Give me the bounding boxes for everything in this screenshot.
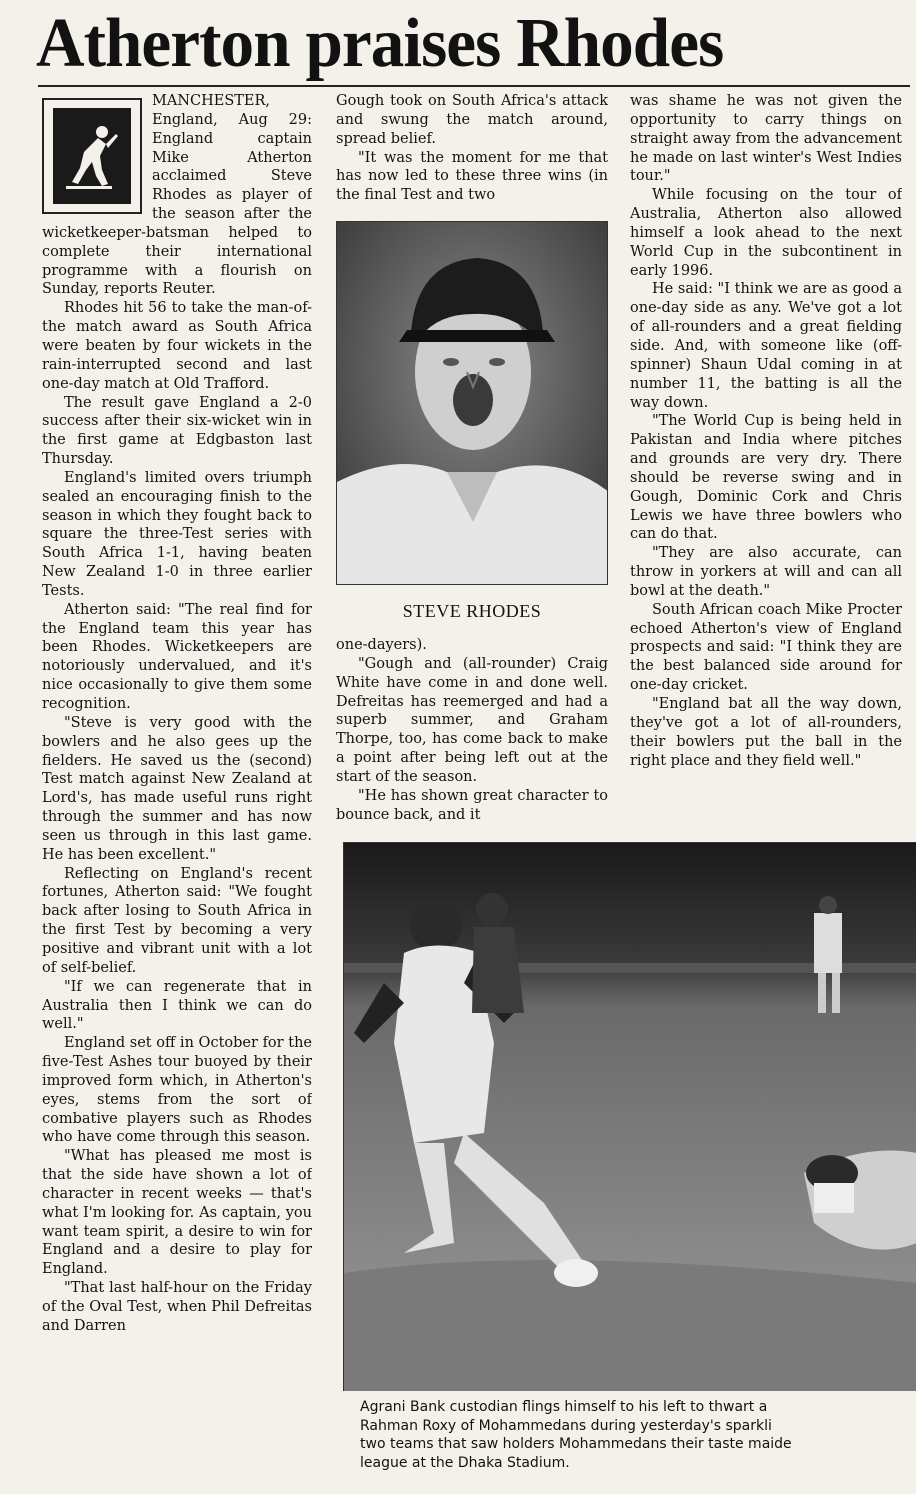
article-paragraph: The result gave England a 2-0 success after their six-wicket win in the first game at Edgbaston last Thursday. xyxy=(42,394,312,468)
article-paragraph: "They are also accurate, can throw in yorkers at will and can all bowl at the death." xyxy=(630,545,902,599)
column-2-top xyxy=(336,92,608,212)
column-1 xyxy=(42,92,312,1492)
article-paragraph: "It was the moment for me that has now led to these three wins (in the final Test and two xyxy=(336,149,608,204)
article-paragraph: Reflecting on England's recent fortunes, Atherton said: "We fought back after losing to South Africa in the first Test by becoming a very positive and vibrant unit with a lot of self-belief. xyxy=(42,865,312,976)
cricketer-portrait-photo xyxy=(336,221,608,585)
article-paragraph: England's limited overs triumph sealed an encouraging finish to the season in which they fought back to square the three-Test series with South Africa 1-1, having beaten New Zealand 1-0 in three earlier Tests. xyxy=(42,469,312,599)
photo-caption: STEVE RHODES xyxy=(402,601,542,621)
article-paragraph: Atherton said: "The real find for the England team this year has been Rhodes. Wicketkeepers are notoriously undervalued, and it's nice occasionally to give them some recognition. xyxy=(42,601,312,712)
article-paragraph: "What has pleased me most is that the side have shown a lot of character in recent weeks — that's what I'm looking for. As captain, you want team spirit, a desire to win for England and a desire to play for England. xyxy=(42,1148,312,1278)
column-2-bottom xyxy=(336,636,608,836)
article-paragraph: South African coach Mike Procter echoed Atherton's view of England prospects and said: "I think they are the best balanced side around for one-day cricket. xyxy=(630,601,902,694)
article-paragraph: England set off in October for the five-Test Ashes tour buoyed by their improved form which, in Atherton's eyes, stems from the sort of combative players such as Rhodes who have come through this season. xyxy=(42,1035,312,1146)
article-paragraph: Gough took on South Africa's attack and swung the match around, spread belief. xyxy=(336,93,608,147)
article-paragraph: "The World Cup is being held in Pakistan and India where pitches and grounds are very dry. There should be reverse swing and in Gough, Dominic Cork and Chris Lewis we have three bowlers who can do that. xyxy=(630,413,902,543)
photo-caption xyxy=(360,1398,916,1472)
caption-line: two teams that saw holders Mohammedans their taste maide xyxy=(360,1436,792,1452)
article-paragraph: MANCHESTER, England, Aug 29: England captain Mike Atherton acclaimed Steve Rhodes as player of the season after the wicketkeeper-batsman helped to complete their international programme with a flourish on Sunday, reports Reuter. xyxy=(42,93,312,298)
article-paragraph: While focusing on the tour of Australia, Atherton also allowed himself a look ahead to the next World Cup in the subcontinent in early 1996. xyxy=(630,187,902,279)
cricket-batsman-icon xyxy=(42,98,142,214)
article-paragraph: was shame he was not given the opportunity to carry things on straight away from the advancement he made on last winter's West Indies tour." xyxy=(630,93,902,185)
article-paragraph: "That last half-hour on the Friday of the Oval Test, when Phil Defreitas and Darren xyxy=(42,1280,312,1334)
caption-line: league at the Dhaka Stadium. xyxy=(360,1454,570,1471)
article-paragraph: "If we can regenerate that in Australia then I think we can do well." xyxy=(42,978,312,1033)
column-3 xyxy=(630,92,902,836)
headline: Atherton praises Rhodes xyxy=(36,5,724,82)
headline-rule xyxy=(38,85,910,87)
article-paragraph: "England bat all the way down, they've got a lot of all-rounders, their bowlers put the ball in the right place and they field well." xyxy=(630,696,902,769)
article-paragraph: Rhodes hit 56 to take the man-of-the match award as South Africa were beaten by four wickets in the rain-interrupted second and last one-day match at Old Trafford. xyxy=(42,300,312,392)
caption-line: Rahman Roxy of Mohammedans during yesterday's sparkli xyxy=(360,1417,772,1434)
article-paragraph: He said: "I think we are as good a one-day side as any. We've got a lot of all-rounders and a great fielding side. And, with someone like (off-spinner) Shaun Udal coming in at number 11, the batting is all the way down. xyxy=(630,281,902,411)
article-paragraph: "Steve is very good with the bowlers and he also gees up the fielders. He saved us the (second) Test match against New Zealand at Lord's, has made useful runs right through the summer and has now seen us through in this last game. He has been excellent." xyxy=(42,714,312,863)
article-paragraph: one-dayers). xyxy=(336,637,427,653)
article-paragraph: "Gough and (all-rounder) Craig White have come in and done well. Defreitas has reemerged and had a superb summer, and Graham Thorpe, too, has come back to make a point after being left out at the start of the season. xyxy=(336,655,608,785)
cricket-match-photo xyxy=(343,842,916,1391)
caption-line: Agrani Bank custodian flings himself to his left to thwart a xyxy=(360,1399,768,1415)
article-paragraph: "He has shown great character to bounce back, and it xyxy=(336,787,608,823)
